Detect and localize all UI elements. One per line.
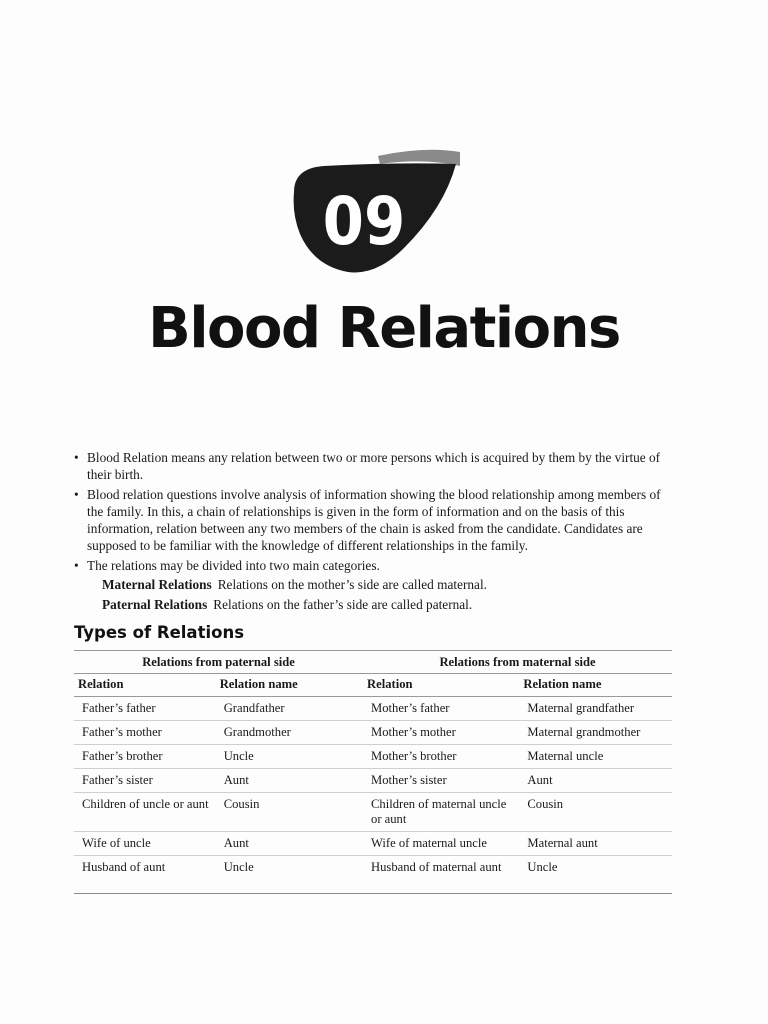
maternal-definition [102, 577, 487, 593]
group-header-row [74, 651, 672, 674]
paternal-definition [102, 597, 472, 613]
chapter-badge [284, 148, 464, 278]
table-cell: Mother’s sister [363, 769, 519, 793]
bullet-text: The relations may be divided into two main categories. [87, 558, 380, 573]
column-header-row [74, 674, 672, 697]
bullet-icon: • [74, 487, 79, 502]
table-cell: Maternal aunt [519, 832, 672, 856]
bullet-icon: • [74, 558, 79, 573]
table-cell: Maternal grandfather [519, 697, 672, 721]
bullet-icon: • [74, 450, 79, 465]
intro-bullet [74, 449, 674, 483]
table-cell: Wife of maternal uncle [363, 832, 519, 856]
table-cell: Husband of maternal aunt [363, 856, 519, 894]
table-cell: Father’s father [74, 697, 216, 721]
table-cell: Uncle [216, 745, 363, 769]
table-cell: Grandmother [216, 721, 363, 745]
table-row [74, 832, 672, 856]
table-cell: Uncle [216, 856, 363, 894]
table-cell: Father’s brother [74, 745, 216, 769]
table-cell: Wife of uncle [74, 832, 216, 856]
column-header: Relation [74, 674, 216, 697]
bullet-text: Blood relation questions involve analysis of information showing the blood relationship among members of the family. In this, a chain of relationships is given in the form of information and on the basis of this information, relation between any two members of the chain is asked from the candidate. Candidates are supposed to be familiar with the knowledge of different relationships in the family. [87, 487, 661, 553]
intro-bullet-list [74, 449, 674, 577]
table-row [74, 769, 672, 793]
table-cell: Cousin [216, 793, 363, 832]
intro-bullet [74, 486, 674, 554]
table-cell: Husband of aunt [74, 856, 216, 894]
chapter-badge-shape [284, 148, 464, 278]
table-cell: Uncle [519, 856, 672, 894]
chapter-title: Blood Relations [148, 296, 620, 361]
table-row [74, 856, 672, 894]
table-cell: Aunt [216, 832, 363, 856]
table-cell: Father’s mother [74, 721, 216, 745]
table-row [74, 745, 672, 769]
definition-term: Maternal Relations [102, 577, 212, 592]
paternal-group-header: Relations from paternal side [74, 651, 363, 674]
table-row [74, 793, 672, 832]
table-cell: Father’s sister [74, 769, 216, 793]
table-cell: Mother’s father [363, 697, 519, 721]
table-cell: Cousin [519, 793, 672, 832]
column-header: Relation name [216, 674, 363, 697]
table-cell: Maternal grandmother [519, 721, 672, 745]
table-cell: Grandfather [216, 697, 363, 721]
definition-text: Relations on the mother’s side are called maternal. [217, 577, 487, 592]
section-heading: Types of Relations [74, 623, 245, 642]
maternal-group-header: Relations from maternal side [363, 651, 672, 674]
table-cell: Maternal uncle [519, 745, 672, 769]
column-header: Relation [363, 674, 519, 697]
chapter-number: 09 [322, 183, 406, 260]
relations-table [74, 650, 672, 894]
table-cell: Children of uncle or aunt [74, 793, 216, 832]
bullet-text: Blood Relation means any relation between two or more persons which is acquired by them by the virtue of their birth. [87, 450, 661, 482]
table-cell: Mother’s brother [363, 745, 519, 769]
table-row [74, 697, 672, 721]
table-cell: Mother’s mother [363, 721, 519, 745]
table-cell: Children of maternal uncle or aunt [363, 793, 519, 832]
table-cell: Aunt [519, 769, 672, 793]
table-cell: Aunt [216, 769, 363, 793]
definition-term: Paternal Relations [102, 597, 208, 612]
table-body [74, 697, 672, 894]
intro-bullet [74, 557, 674, 574]
table-row [74, 721, 672, 745]
column-header: Relation name [519, 674, 672, 697]
definition-text: Relations on the father’s side are called paternal. [213, 597, 473, 612]
